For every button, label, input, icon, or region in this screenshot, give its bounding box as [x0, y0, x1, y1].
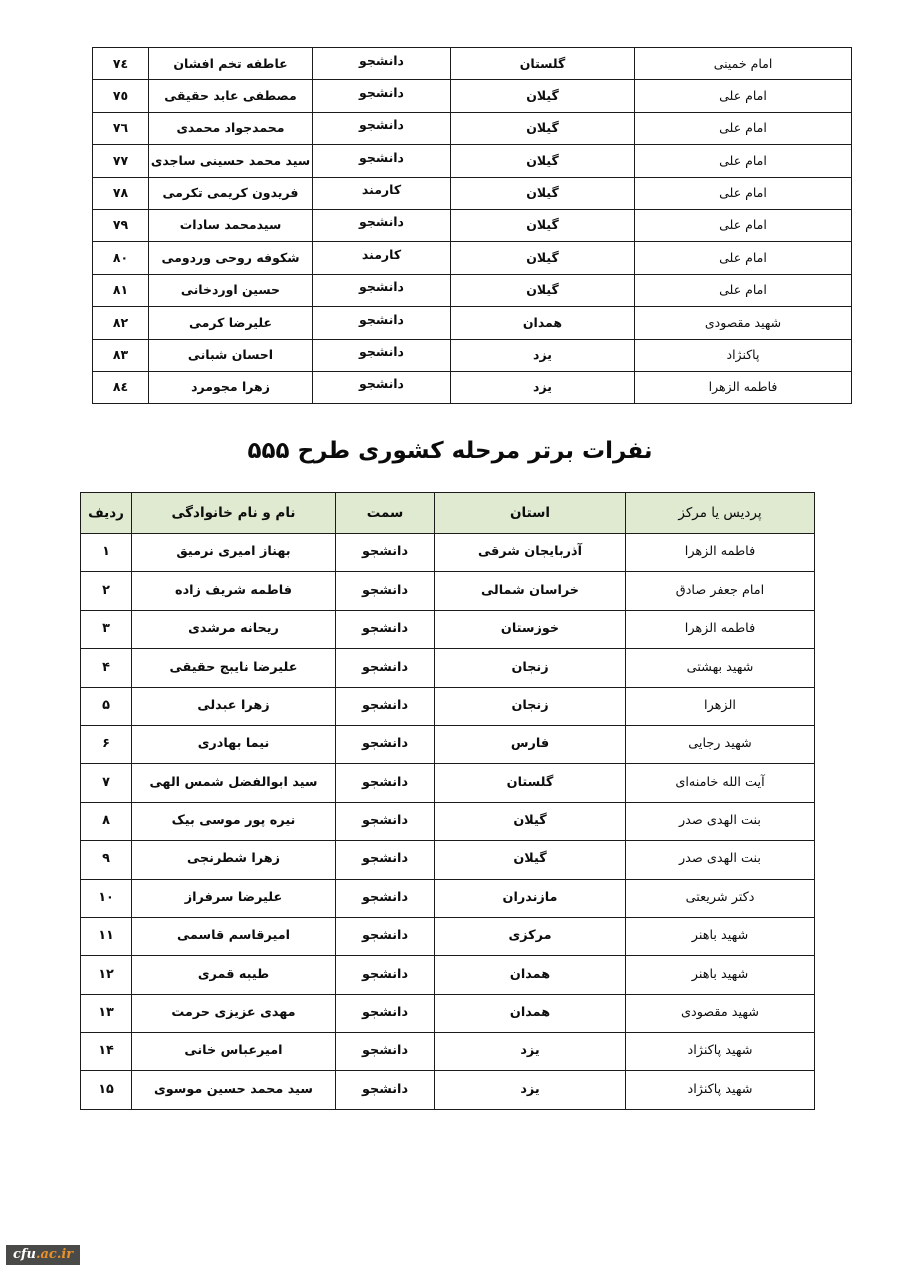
table-row — [81, 1033, 815, 1071]
table-body — [93, 48, 852, 404]
table-row — [81, 841, 815, 879]
cell-center: فاطمه الزهرا — [626, 610, 815, 648]
table-row — [93, 80, 852, 112]
cell-index: ٧٨ — [93, 177, 149, 209]
cell-province: یزد — [451, 371, 635, 403]
cell-role-text: دانشجو — [359, 376, 404, 392]
table-row — [93, 112, 852, 144]
cell-role-text: دانشجو — [359, 311, 404, 327]
column-header-role: سمت — [336, 493, 435, 534]
watermark-secondary: .ac.ir — [35, 1247, 74, 1262]
cell-index: ۳ — [81, 610, 132, 648]
table-row — [81, 802, 815, 840]
cell-center: دکتر شریعتی — [626, 879, 815, 917]
cell-province: گیلان — [451, 80, 635, 112]
cell-center: امام خمینی — [635, 48, 852, 80]
cell-name: مصطفی عابد حقیقی — [149, 80, 313, 112]
column-header-center: پردیس یا مرکز — [626, 493, 815, 534]
cell-center: شهید پاکنژاد — [626, 1071, 815, 1109]
cell-center: شهید پاکنژاد — [626, 1033, 815, 1071]
cell-role: دانشجو — [336, 841, 435, 879]
cell-name: نیره پور موسی بیک — [132, 802, 336, 840]
cell-index: ٨٠ — [93, 242, 149, 274]
cell-index: ٧٦ — [93, 112, 149, 144]
cell-center: فاطمه الزهرا — [635, 371, 852, 403]
cell-name: طیبه قمری — [132, 956, 336, 994]
cell-name: امیرعباس خانی — [132, 1033, 336, 1071]
cell-province: گیلان — [451, 274, 635, 306]
cell-index: ٨١ — [93, 274, 149, 306]
cell-province: یزد — [435, 1071, 626, 1109]
cell-name: سید محمد حسین موسوی — [132, 1071, 336, 1109]
cell-name: احسان شبانی — [149, 339, 313, 371]
column-header-province: استان — [435, 493, 626, 534]
cell-role — [313, 177, 451, 209]
cell-center: شهید باهنر — [626, 917, 815, 955]
cell-name: علیرضا کرمی — [149, 307, 313, 339]
cell-name: علیرضا سرفراز — [132, 879, 336, 917]
cell-index: ۱۴ — [81, 1033, 132, 1071]
cell-role — [313, 209, 451, 241]
cell-center: شهید باهنر — [626, 956, 815, 994]
cell-province: گلستان — [435, 764, 626, 802]
cell-province: خراسان شمالی — [435, 572, 626, 610]
cell-index: ٧٤ — [93, 48, 149, 80]
cell-index: ۱ — [81, 534, 132, 572]
table-row — [93, 145, 852, 177]
cell-center: امام علی — [635, 177, 852, 209]
cell-index: ۱۳ — [81, 994, 132, 1032]
cell-role: دانشجو — [336, 572, 435, 610]
cell-index: ۷ — [81, 764, 132, 802]
cell-center: آیت الله خامنه‌ای — [626, 764, 815, 802]
cell-index: ٧٥ — [93, 80, 149, 112]
cell-index: ٨٢ — [93, 307, 149, 339]
table-header-row — [81, 493, 815, 534]
table-row — [81, 725, 815, 763]
table-row — [81, 956, 815, 994]
table-row — [93, 177, 852, 209]
cell-name: فاطمه شریف زاده — [132, 572, 336, 610]
cell-province: خوزستان — [435, 610, 626, 648]
cell-role-text: دانشجو — [359, 344, 404, 360]
cell-center: فاطمه الزهرا — [626, 534, 815, 572]
cell-center: امام علی — [635, 242, 852, 274]
cell-province: گیلان — [451, 242, 635, 274]
table-row — [93, 339, 852, 371]
cell-province: گیلان — [451, 145, 635, 177]
cell-province: یزد — [435, 1033, 626, 1071]
cell-center: امام علی — [635, 145, 852, 177]
cell-role: دانشجو — [336, 917, 435, 955]
cell-name: زهرا عبدلی — [132, 687, 336, 725]
cell-role — [313, 274, 451, 306]
cell-center: شهید رجایی — [626, 725, 815, 763]
cell-center: شهید مقصودی — [635, 307, 852, 339]
cell-role-text: کارمند — [361, 182, 402, 198]
cell-province: گیلان — [435, 802, 626, 840]
cell-province: زنجان — [435, 649, 626, 687]
table-row — [81, 1071, 815, 1109]
cell-index: ۴ — [81, 649, 132, 687]
cell-center: شهید بهشتی — [626, 649, 815, 687]
cell-center: پاکنژاد — [635, 339, 852, 371]
table-row — [81, 610, 815, 648]
cell-role: دانشجو — [336, 687, 435, 725]
cell-index: ۱۲ — [81, 956, 132, 994]
cell-center: امام علی — [635, 112, 852, 144]
cell-index: ۱۵ — [81, 1071, 132, 1109]
cell-index: ۹ — [81, 841, 132, 879]
table-header — [81, 493, 815, 534]
cell-role: دانشجو — [336, 994, 435, 1032]
cell-role-text: دانشجو — [359, 84, 404, 100]
page-title: نفرات برتر مرحله کشوری طرح ۵۵۵ — [247, 438, 653, 464]
cell-province: گلستان — [451, 48, 635, 80]
cell-province: همدان — [435, 994, 626, 1032]
cell-center: امام علی — [635, 274, 852, 306]
cell-center: شهید مقصودی — [626, 994, 815, 1032]
cell-center: بنت الهدی صدر — [626, 802, 815, 840]
cell-name: شکوفه روحی وردومی — [149, 242, 313, 274]
cell-role — [313, 80, 451, 112]
cell-role-text: دانشجو — [359, 214, 404, 230]
cell-index: ۱۱ — [81, 917, 132, 955]
cell-name: عاطفه تخم افشان — [149, 48, 313, 80]
table-row — [81, 879, 815, 917]
cell-role-text: دانشجو — [359, 52, 404, 68]
cell-role: دانشجو — [336, 725, 435, 763]
cell-index: ۸ — [81, 802, 132, 840]
cell-index: ٨٣ — [93, 339, 149, 371]
cell-role: دانشجو — [336, 802, 435, 840]
table-row — [81, 572, 815, 610]
column-header-name: نام و نام خانوادگی — [132, 493, 336, 534]
cell-province: گیلان — [451, 112, 635, 144]
table-row — [93, 371, 852, 403]
cell-name: نیما بهادری — [132, 725, 336, 763]
cell-role: دانشجو — [336, 610, 435, 648]
cell-role-text: دانشجو — [359, 117, 404, 133]
cell-role: دانشجو — [336, 534, 435, 572]
cell-center: بنت الهدی صدر — [626, 841, 815, 879]
cell-province: آذربایجان شرقی — [435, 534, 626, 572]
cell-center: امام علی — [635, 80, 852, 112]
cell-center: الزهرا — [626, 687, 815, 725]
table-row — [93, 209, 852, 241]
top-performers-table — [80, 492, 815, 1110]
table-row — [93, 48, 852, 80]
cell-province: همدان — [435, 956, 626, 994]
cell-role — [313, 307, 451, 339]
table-row — [93, 307, 852, 339]
table-row — [81, 764, 815, 802]
table-row — [81, 534, 815, 572]
cell-role-text: کارمند — [361, 246, 402, 262]
cell-name: امیرقاسم قاسمی — [132, 917, 336, 955]
cell-index: ٧٩ — [93, 209, 149, 241]
cell-name: علیرضا نایبج حقیقی — [132, 649, 336, 687]
table-body — [81, 534, 815, 1110]
site-watermark — [6, 1245, 80, 1265]
table-row — [81, 687, 815, 725]
table-row — [93, 242, 852, 274]
cell-name: مهدی عزیزی حرمت — [132, 994, 336, 1032]
cell-name: زهرا مجومرد — [149, 371, 313, 403]
cell-name: بهناز امیری نرمیق — [132, 534, 336, 572]
cell-province: گیلان — [435, 841, 626, 879]
cell-role: دانشجو — [336, 764, 435, 802]
cell-province: گیلان — [451, 177, 635, 209]
watermark-primary: cfu — [13, 1247, 36, 1262]
cell-role-text: دانشجو — [359, 149, 404, 165]
cell-index: ۱۰ — [81, 879, 132, 917]
cell-role — [313, 48, 451, 80]
cell-province: یزد — [451, 339, 635, 371]
cell-role — [313, 371, 451, 403]
cell-role: دانشجو — [336, 1071, 435, 1109]
cell-province: مازندران — [435, 879, 626, 917]
cell-role: دانشجو — [336, 956, 435, 994]
cell-index: ۶ — [81, 725, 132, 763]
cell-province: گیلان — [451, 209, 635, 241]
cell-name: حسین اوردخانی — [149, 274, 313, 306]
cell-role: دانشجو — [336, 1033, 435, 1071]
cell-center: امام علی — [635, 209, 852, 241]
cell-role: دانشجو — [336, 879, 435, 917]
cell-province: فارس — [435, 725, 626, 763]
top-continuation-table — [92, 47, 852, 404]
cell-province: مرکزی — [435, 917, 626, 955]
cell-name: سید ابوالفضل شمس الهی — [132, 764, 336, 802]
cell-role-text: دانشجو — [359, 279, 404, 295]
cell-index: ۵ — [81, 687, 132, 725]
cell-role — [313, 242, 451, 274]
cell-name: محمدجواد محمدی — [149, 112, 313, 144]
cell-index: ٧٧ — [93, 145, 149, 177]
table-row — [81, 649, 815, 687]
cell-role: دانشجو — [336, 649, 435, 687]
table-row — [81, 994, 815, 1032]
cell-role — [313, 145, 451, 177]
cell-name: فریدون کریمی تکرمی — [149, 177, 313, 209]
cell-name: ریحانه مرشدی — [132, 610, 336, 648]
cell-index: ٨٤ — [93, 371, 149, 403]
table-row — [93, 274, 852, 306]
cell-province: همدان — [451, 307, 635, 339]
cell-role — [313, 112, 451, 144]
table-row — [81, 917, 815, 955]
cell-name: سید محمد حسینی ساجدی — [149, 145, 313, 177]
cell-center: امام جعفر صادق — [626, 572, 815, 610]
cell-role — [313, 339, 451, 371]
cell-name: زهرا شطرنجی — [132, 841, 336, 879]
cell-index: ۲ — [81, 572, 132, 610]
column-header-index: ردیف — [81, 493, 132, 534]
cell-name: سیدمحمد سادات — [149, 209, 313, 241]
cell-province: زنجان — [435, 687, 626, 725]
